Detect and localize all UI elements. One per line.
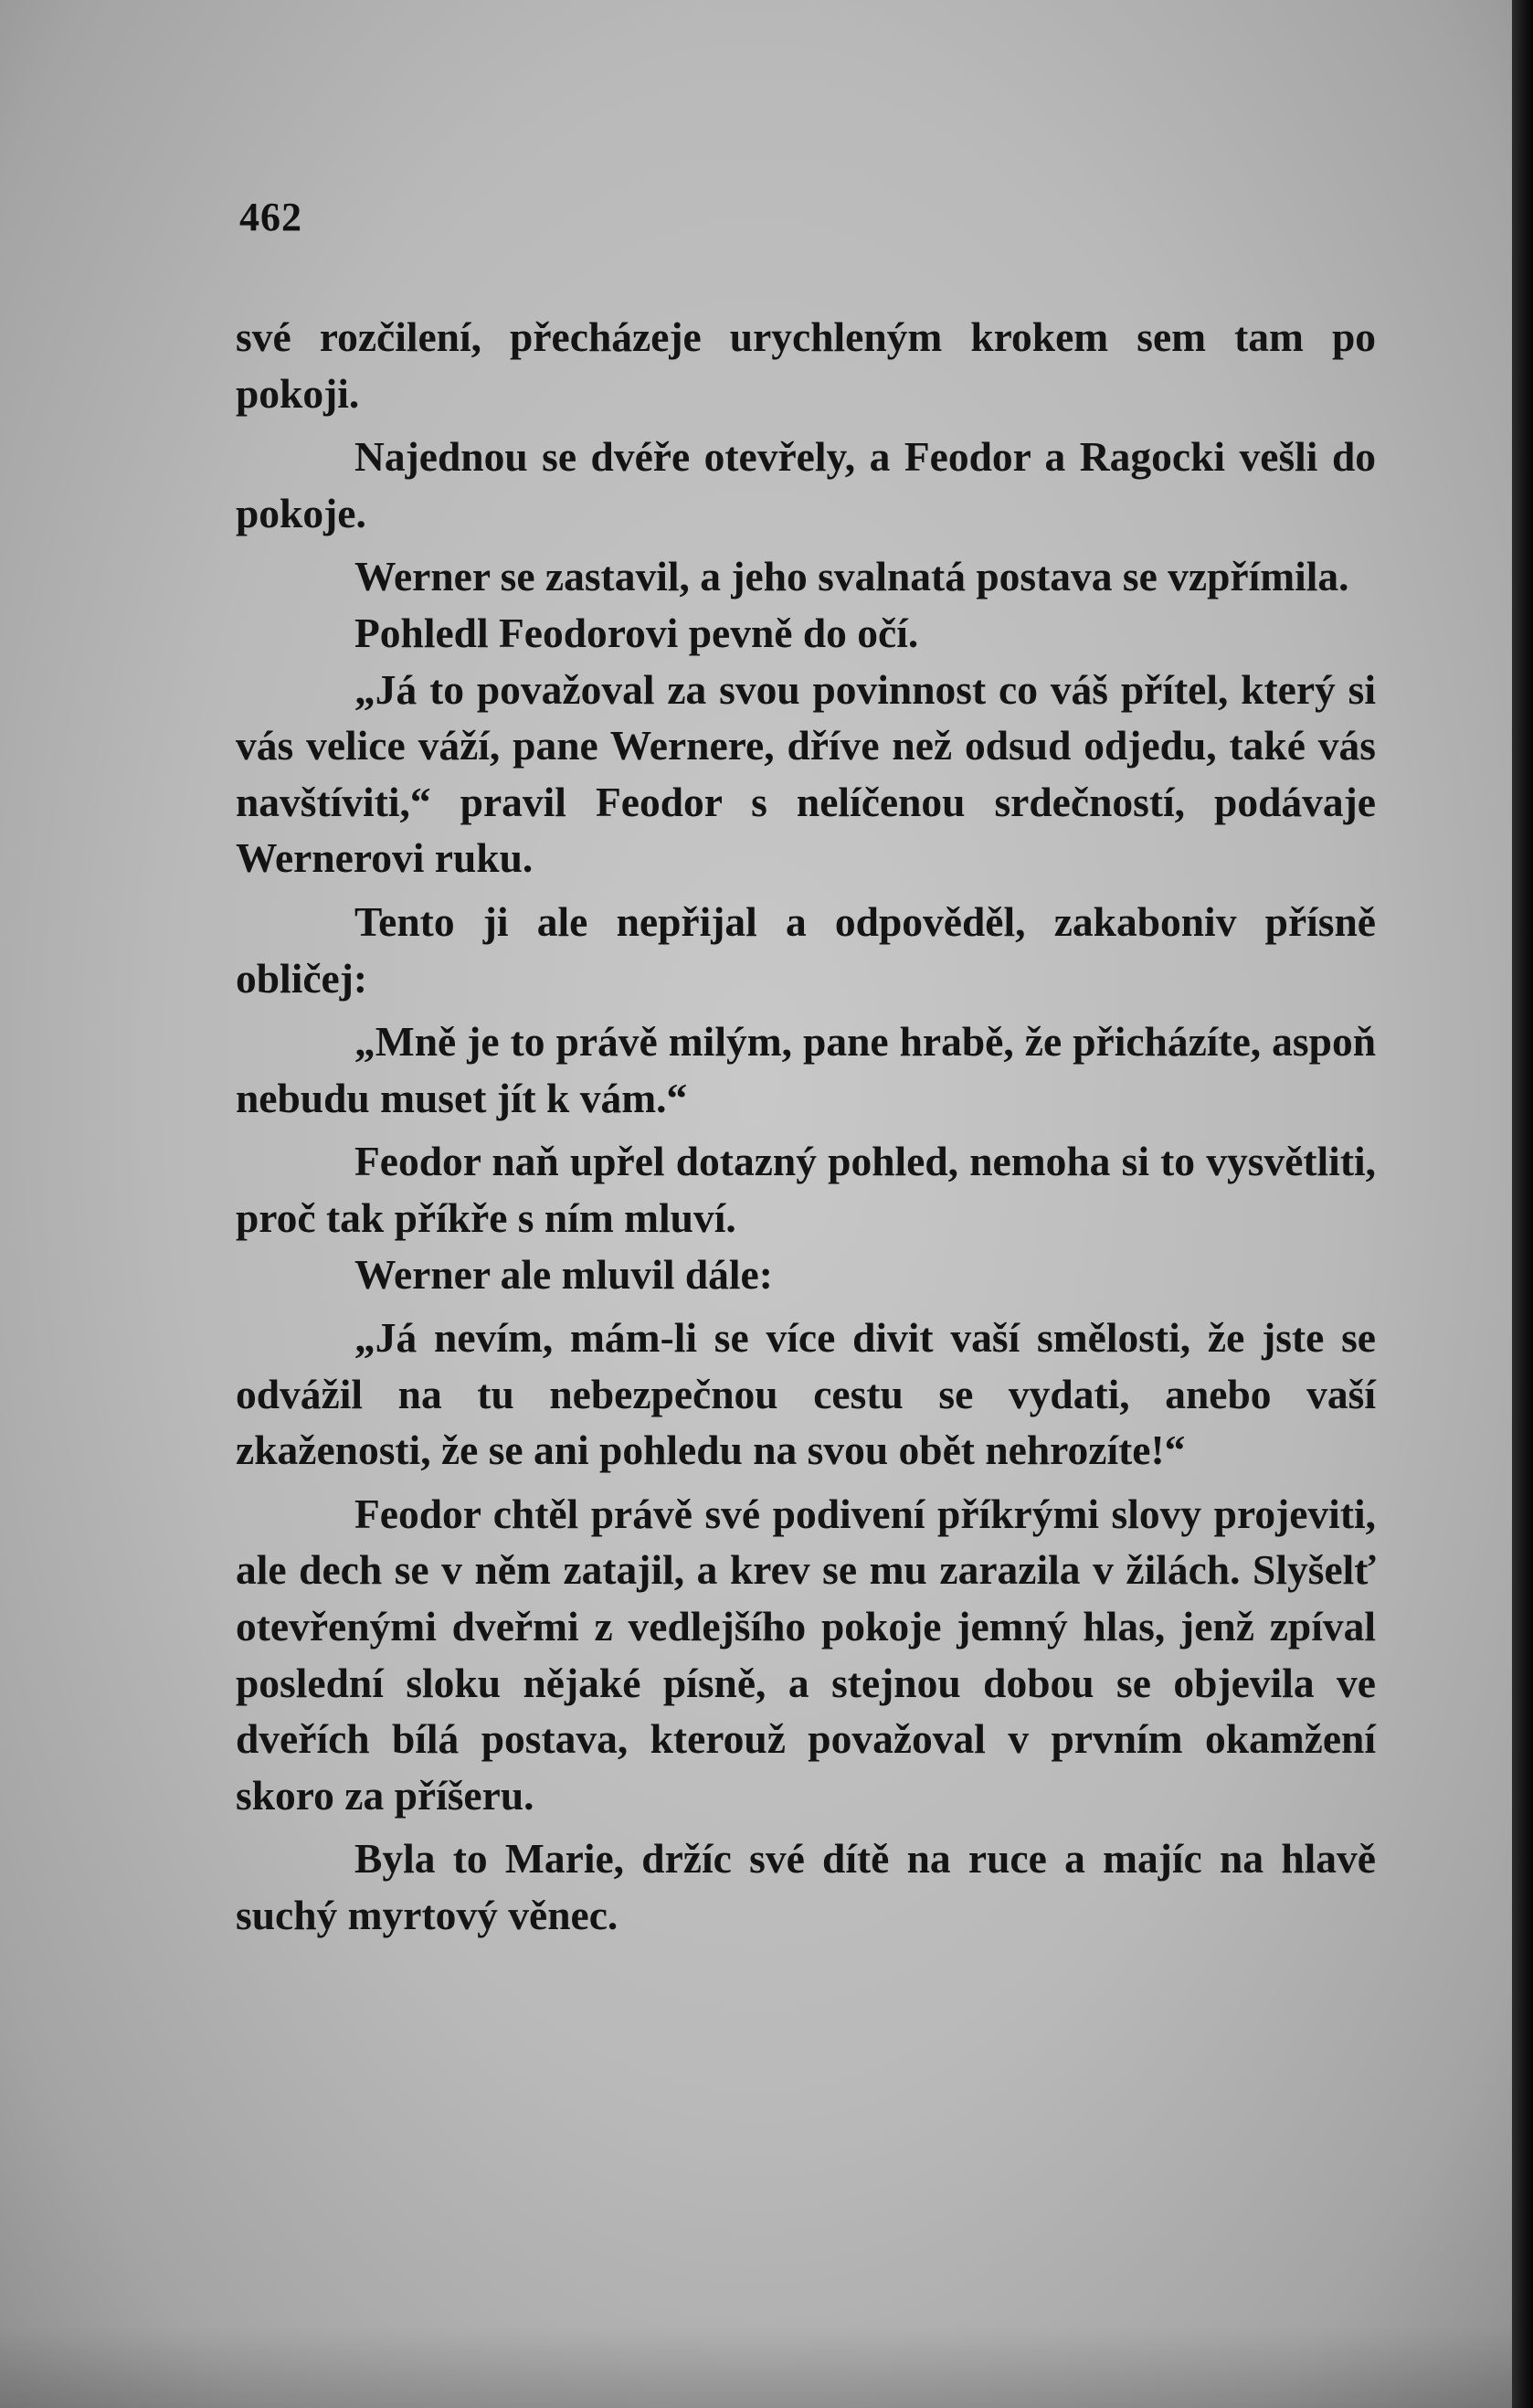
page-number: 462: [239, 195, 302, 239]
paragraph: „Mně je to právě milým, pane hrabě, že přicházíte, aspoň nebudu muset jít k vám.“: [236, 1018, 1376, 1121]
paragraph: Werner se zastavil, a jeho svalnatá postava se vzpřímila.: [354, 553, 1349, 600]
paragraph: Pohledl Feodorovi pevně do očí.: [354, 609, 919, 656]
paragraph: své rozčilení, přecházeje urychleným krokem sem tam po pokoji.: [236, 313, 1376, 417]
paragraph: Najednou se dvéře otevřely, a Feodor a Ragocki vešli do pokoje.: [236, 433, 1376, 536]
paragraph: „Já nevím, mám-li se více divit vaší smělosti, že jste se odvážil na tu nebezpečnou cestu se vydati, anebo vaší zkaženosti, že se ani pohledu na svou obět nehrozíte!“: [236, 1314, 1376, 1474]
paragraph: Feodor chtěl právě své podivení příkrými slovy projeviti, ale dech se v něm zatajil, a krev se mu zarazila v žilách. Slyšelť otevřenými dveřmi z vedlejšího pokoje jemný hlas, jenž zpíval poslední sloku nějaké písně, a stejnou dobou se objevila ve dveřích bílá postava, kterouž považoval v prvním okamžení skoro za příšeru.: [236, 1490, 1376, 1819]
binding-edge: [1512, 0, 1533, 2408]
page-text: [236, 309, 1376, 1944]
paragraph: Byla to Marie, držíc své dítě na ruce a majíc na hlavě suchý myrtový věnec.: [236, 1835, 1376, 1939]
paragraph: Feodor naň upřel dotazný pohled, nemoha si to vysvětliti, proč tak příkře s ním mluví.: [236, 1138, 1376, 1241]
page-shadow: [0, 2326, 1512, 2408]
paragraph: „Já to považoval za svou povinnost co váš přítel, který si vás velice váží, pane Wernere, dříve než odsud odjedu, také vás navštíviti,“ pravil Feodor s nelíčenou srdečností, podávaje Wernerovi ruku.: [236, 665, 1376, 882]
paragraph: Tento ji ale nepřijal a odpověděl, zakaboniv přísně obličej:: [236, 897, 1376, 1002]
paragraph: Werner ale mluvil dále:: [354, 1250, 773, 1298]
